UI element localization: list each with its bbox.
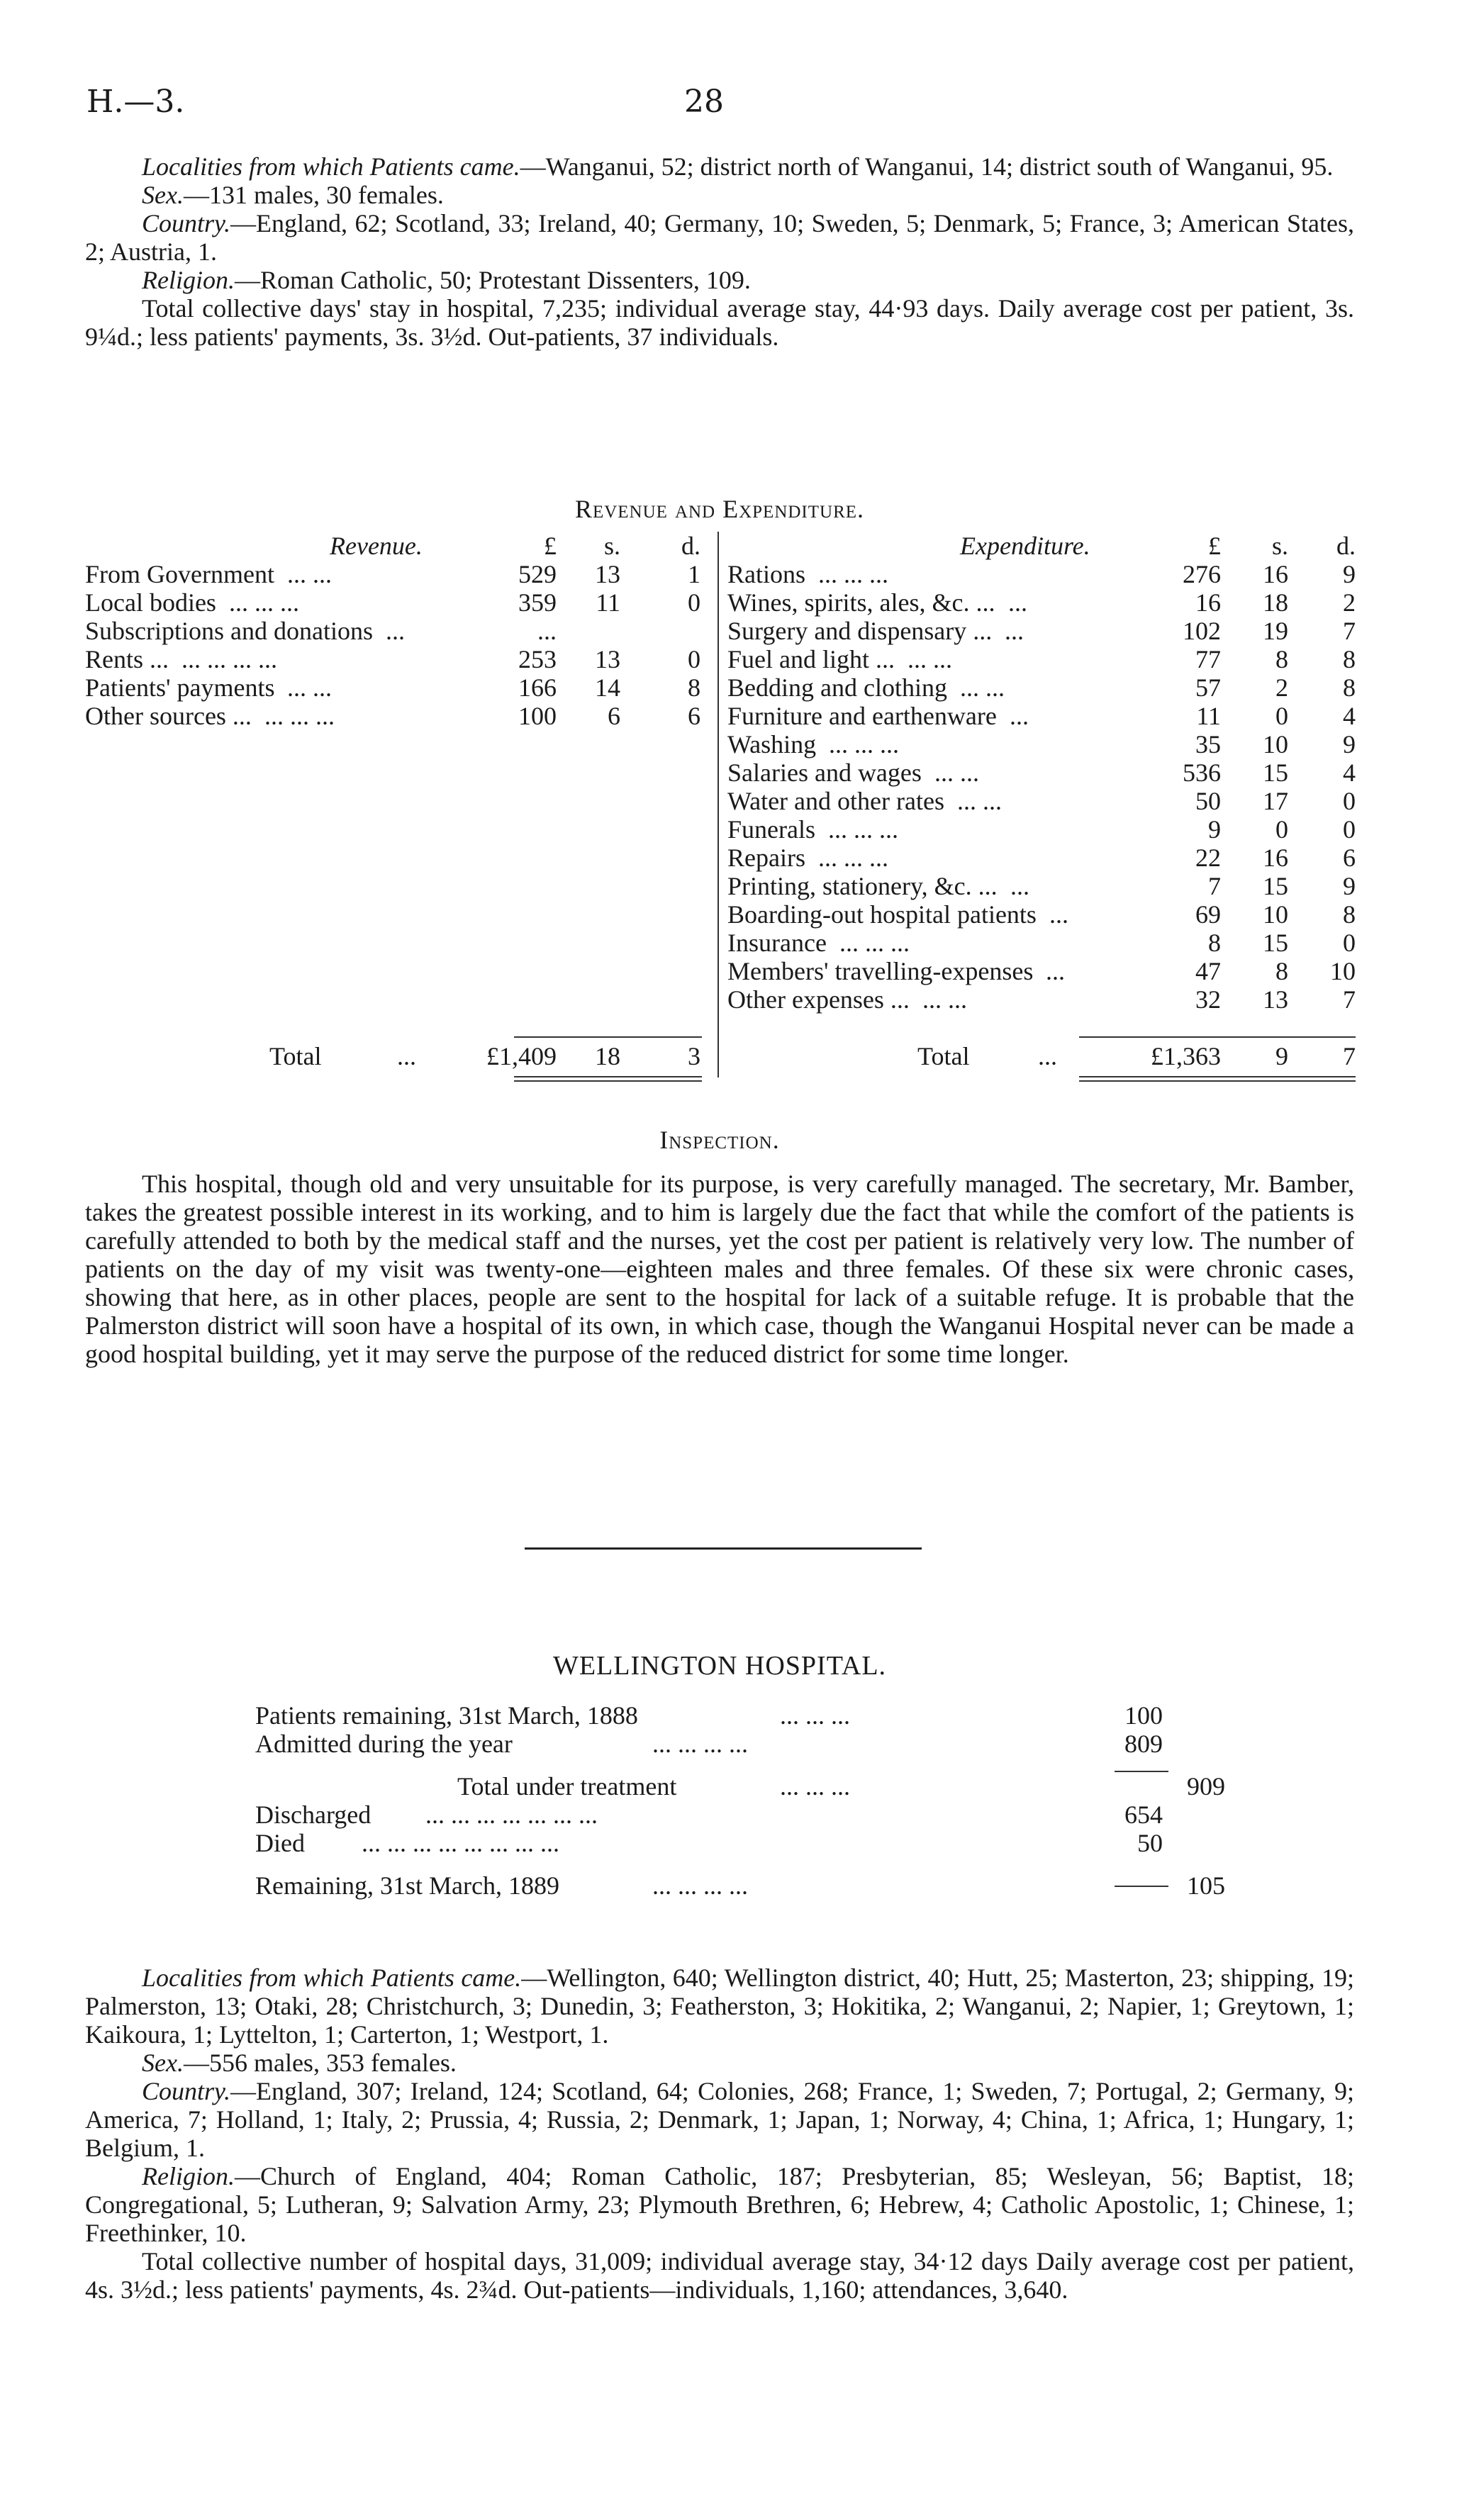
revenue-total-pence: 3	[688, 1042, 700, 1070]
expenditure-total-dots: ...	[1038, 1042, 1057, 1070]
item-pence: 10	[1330, 957, 1356, 985]
religion-text: —Roman Catholic, 50; Protestant Dissenters, 109.	[234, 266, 751, 294]
item-pounds: 47	[1195, 957, 1221, 985]
wh-sex-label: Sex.	[142, 2049, 184, 2077]
item-shillings: 13	[595, 645, 620, 673]
item-shillings: 16	[1263, 844, 1288, 872]
item-pounds: 69	[1195, 900, 1221, 929]
inspection-title: Inspection.	[659, 1126, 780, 1154]
revenue-row	[85, 702, 702, 730]
expenditure-row	[719, 730, 1356, 758]
summary-label: Total under treatment	[457, 1772, 677, 1801]
revenue-total-shillings: 18	[595, 1042, 620, 1070]
item-pence: 2	[1343, 588, 1356, 617]
item-dots: ...	[386, 617, 405, 645]
wh-country-text: —England, 307; Ireland, 124; Scotland, 64; Colonies, 268; France, 1; Sweden, 7; Portugal, 2; Germany, 9; America, 7; Holland, 1; Italy, 2; Prussia, 4; Russia, 2; Denmark, 1; Japan, 1; Norway, 4; China, 1; Africa, 1; Hungary, 1; Belgium, 1.	[85, 2077, 1354, 2162]
item-shillings: 13	[595, 560, 620, 588]
summary-value: 809	[1124, 1730, 1163, 1758]
exp-col-pence-header: d.	[1336, 532, 1356, 560]
item-pounds: 77	[1195, 645, 1221, 673]
expenditure-row	[719, 758, 1356, 787]
revenue-header-row	[85, 532, 702, 560]
revenue-total-label: Total	[269, 1042, 322, 1070]
item-pounds: 9	[1208, 815, 1221, 844]
exp-col-pounds-header: £	[1208, 532, 1221, 560]
summary-row	[255, 1730, 1248, 1758]
summary-dots: ... ... ... ... ... ... ...	[425, 1801, 598, 1829]
item-shillings: 10	[1263, 730, 1288, 758]
item-pence: 0	[1343, 929, 1356, 957]
item-dots: ... ...	[287, 673, 332, 702]
revenue-total-dots: ...	[397, 1042, 416, 1070]
wh-sex-text: —556 males, 353 females.	[183, 2049, 457, 2077]
religion-paragraph	[85, 266, 1354, 294]
wh-religion-paragraph	[85, 2162, 1354, 2247]
item-shillings: 15	[1263, 758, 1288, 787]
summary-label: Discharged	[255, 1801, 372, 1829]
summary-row	[255, 1871, 1248, 1900]
col-pounds-header: £	[544, 532, 557, 560]
item-label: Water and other rates	[727, 787, 944, 815]
item-pence: 4	[1343, 702, 1356, 730]
expenditure-row	[719, 985, 1356, 1014]
item-shillings: 8	[1275, 645, 1288, 673]
item-pence: 0	[1343, 815, 1356, 844]
item-label: Patients' payments	[85, 673, 275, 702]
summary-label: Died	[255, 1829, 305, 1857]
expenditure-total-label: Total	[917, 1042, 970, 1070]
page-number: 28	[684, 84, 724, 120]
localities-text: —Wanganui, 52; district north of Wanganui, 14; district south of Wanganui, 95.	[520, 152, 1334, 181]
sex-text: —131 males, 30 females.	[183, 181, 444, 209]
item-pence: 7	[1343, 985, 1356, 1014]
item-pence: 8	[1343, 900, 1356, 929]
wh-sex-paragraph	[85, 2049, 1354, 2077]
revenue-row	[85, 645, 702, 673]
exp-col-shillings-header: s.	[1271, 532, 1288, 560]
item-pounds: 7	[1208, 872, 1221, 900]
sex-label: Sex.	[142, 181, 184, 209]
item-pence: 9	[1343, 560, 1356, 588]
religion-label: Religion.	[142, 266, 235, 294]
item-shillings: 11	[596, 588, 620, 617]
item-pounds: 35	[1195, 730, 1221, 758]
item-label: Printing, stationery, &c. ...	[727, 872, 998, 900]
item-label: Surgery and dispensary ...	[727, 617, 993, 645]
item-pounds: 50	[1195, 787, 1221, 815]
summary-dots: ... ... ...	[780, 1701, 850, 1730]
summary-label: Remaining, 31st March, 1889	[255, 1871, 559, 1900]
revenue-total-rule	[514, 1036, 702, 1038]
item-dots: ... ... ...	[264, 702, 335, 730]
col-pence-header: d.	[681, 532, 700, 560]
item-pounds: 100	[518, 702, 557, 730]
summary-value: 100	[1124, 1701, 1163, 1730]
expenditure-row	[719, 872, 1356, 900]
revenue-total-pounds: £1,409	[486, 1042, 557, 1070]
expenditure-row	[719, 560, 1356, 588]
expenditure-total-shillings: 9	[1275, 1042, 1288, 1070]
item-label: Furniture and earthenware	[727, 702, 997, 730]
item-dots: ... ...	[287, 560, 332, 588]
item-pence: 6	[1343, 844, 1356, 872]
localities-label: Localities from which Patients came.	[142, 152, 520, 181]
item-pence: 6	[688, 702, 700, 730]
summary-row	[255, 1701, 1248, 1730]
item-dots: ... ... ...	[839, 929, 910, 957]
item-shillings: 8	[1275, 957, 1288, 985]
item-shillings: 19	[1263, 617, 1288, 645]
summary-row	[255, 1801, 1248, 1829]
country-paragraph	[85, 209, 1354, 266]
expenditure-total-row	[719, 1042, 1356, 1070]
expenditure-total-rule	[1079, 1036, 1356, 1038]
item-dots: ... ... ...	[229, 588, 299, 617]
localities-paragraph	[85, 152, 1354, 181]
expenditure-row	[719, 588, 1356, 617]
country-text: —England, 62; Scotland, 33; Ireland, 40; Germany, 10; Sweden, 5; Denmark, 5; France, 3; American States, 2; Austria, 1.	[85, 209, 1354, 266]
item-pence: 0	[1343, 787, 1356, 815]
revenue-double-rule-2	[514, 1080, 702, 1082]
item-shillings: 2	[1275, 673, 1288, 702]
item-shillings: 10	[1263, 900, 1288, 929]
item-label: Funerals	[727, 815, 815, 844]
revenue-row	[85, 560, 702, 588]
revenue-row	[85, 673, 702, 702]
wellington-hospital-title: WELLINGTON HOSPITAL.	[552, 1651, 887, 1681]
revenue-heading: Revenue.	[330, 532, 423, 560]
item-shillings: 0	[1275, 815, 1288, 844]
item-pounds: 57	[1195, 673, 1221, 702]
item-dots: ...	[1010, 702, 1029, 730]
item-shillings: 0	[1275, 702, 1288, 730]
item-dots: ...	[1049, 900, 1068, 929]
expenditure-row	[719, 844, 1356, 872]
revenue-total-row	[85, 1042, 702, 1070]
item-pounds: 276	[1183, 560, 1221, 588]
item-label: Insurance	[727, 929, 827, 957]
wellington-stats	[85, 1964, 1354, 2304]
expenditure-total-pounds: £1,363	[1151, 1042, 1221, 1070]
revenue-double-rule-1	[514, 1076, 702, 1077]
item-pounds: 253	[518, 645, 557, 673]
summary-dots: ... ... ... ...	[652, 1871, 748, 1900]
item-dots: ... ... ... ...	[182, 645, 277, 673]
item-label: Other sources ...	[85, 702, 252, 730]
item-shillings: 18	[1263, 588, 1288, 617]
item-pence: 8	[1343, 673, 1356, 702]
wh-localities-label: Localities from which Patients came.	[142, 1964, 522, 1992]
item-pence: 8	[688, 673, 700, 702]
document-code: H.—3.	[86, 84, 185, 120]
wh-localities-paragraph	[85, 1964, 1354, 2049]
item-label: Rents ...	[85, 645, 169, 673]
revenue-column	[85, 532, 702, 1070]
item-pence: 0	[688, 645, 700, 673]
expenditure-row	[719, 900, 1356, 929]
item-label: Washing	[727, 730, 817, 758]
inspection-paragraph: This hospital, though old and very unsuitable for its purpose, is very carefully managed. The secretary, Mr. Bamber, takes the greatest possible interest in its working, and to him is largely due the fact that while the comfort of the patients is carefully attended to both by the medical staff and the nurses, yet the cost per patient is relatively very low. The number of patients on the day of my visit was twenty-one—eighteen males and three females. Of these six were chronic cases, showing that here, as in other places, people are sent to the hospital for lack of a suitable refuge. It is probable that the Palmerston district will soon have a hospital of its own, in which case, though the Wanganui Hospital never can be made a good hospital building, yet it may serve the purpose of the reduced district for some time longer.	[85, 1170, 1354, 1368]
item-pence: 9	[1343, 730, 1356, 758]
item-dots: ... ...	[957, 787, 1002, 815]
expenditure-row	[719, 673, 1356, 702]
item-pence: 0	[688, 588, 700, 617]
item-pounds: 11	[1196, 702, 1221, 730]
item-pounds: 16	[1195, 588, 1221, 617]
item-pounds: ...	[537, 617, 557, 645]
item-pence: 8	[1343, 645, 1356, 673]
summary-value: 50	[1137, 1829, 1163, 1857]
expenditure-column	[718, 532, 1356, 1077]
item-shillings: 14	[595, 673, 620, 702]
item-pounds: 359	[518, 588, 557, 617]
expenditure-total-pence: 7	[1343, 1042, 1356, 1070]
wellington-summary-table	[255, 1701, 1248, 1900]
summary-value: 654	[1124, 1801, 1163, 1829]
item-shillings: 15	[1263, 929, 1288, 957]
intro-section	[85, 152, 1354, 351]
item-pounds: 536	[1183, 758, 1221, 787]
expenditure-row	[719, 957, 1356, 985]
summary-label: Patients remaining, 31st March, 1888	[255, 1701, 638, 1730]
item-label: From Government	[85, 560, 274, 588]
item-dots: ...	[1010, 872, 1029, 900]
expenditure-row	[719, 815, 1356, 844]
wh-localities-text: —Wellington, 640; Wellington district, 40; Hutt, 25; Masterton, 23; shipping, 19; Palmerston, 13; Otaki, 28; Christchurch, 3; Dunedin, 3; Featherston, 3; Hokitika, 2; Wanganui, 2; Napier, 1; Greytown, 1; Kaikoura, 1; Lyttelton, 1; Carterton, 1; Westport, 1.	[85, 1964, 1354, 2049]
item-label: Repairs	[727, 844, 805, 872]
revenue-row	[85, 617, 702, 645]
item-pounds: 166	[518, 673, 557, 702]
item-pounds: 8	[1208, 929, 1221, 957]
summary-row	[255, 1772, 1248, 1801]
summary-label: Admitted during the year	[255, 1730, 513, 1758]
expenditure-row	[719, 702, 1356, 730]
summary-row	[255, 1829, 1248, 1857]
expenditure-row	[719, 645, 1356, 673]
wh-stay-paragraph: Total collective number of hospital days, 31,009; individual average stay, 34·12 days Daily average cost per patient, 4s. 3½d.; less patients' payments, 4s. 2¾d. Out-patients—individuals, 1,160; attendances, 3,640.	[85, 2247, 1354, 2304]
item-label: Subscriptions and donations	[85, 617, 373, 645]
expenditure-double-rule-1	[1079, 1076, 1356, 1077]
item-pence: 1	[688, 560, 700, 588]
item-pence: 7	[1343, 617, 1356, 645]
item-label: Boarding-out hospital patients	[727, 900, 1037, 929]
item-pounds: 32	[1195, 985, 1221, 1014]
summary-dots: ... ... ... ...	[652, 1730, 748, 1758]
item-dots: ... ... ...	[818, 560, 888, 588]
item-pounds: 529	[518, 560, 557, 588]
item-shillings: 16	[1263, 560, 1288, 588]
revenue-expenditure-title: Revenue and Expenditure.	[574, 495, 865, 523]
item-label: Bedding and clothing	[727, 673, 947, 702]
country-label: Country.	[142, 209, 231, 237]
item-label: Other expenses ...	[727, 985, 910, 1014]
sex-paragraph	[85, 181, 1354, 209]
item-dots: ...	[1008, 588, 1027, 617]
item-shillings: 6	[608, 702, 620, 730]
wh-religion-label: Religion.	[142, 2162, 235, 2190]
item-shillings: 17	[1263, 787, 1288, 815]
item-dots: ... ... ...	[818, 844, 888, 872]
summary-total-value: 909	[1187, 1772, 1225, 1801]
item-label: Rations	[727, 560, 806, 588]
summary-dots: ... ... ...	[780, 1772, 850, 1801]
item-pounds: 102	[1183, 617, 1221, 645]
item-dots: ...	[1005, 617, 1024, 645]
expenditure-row	[719, 787, 1356, 815]
col-shillings-header: s.	[603, 532, 620, 560]
wh-religion-text: —Church of England, 404; Roman Catholic, 187; Presbyterian, 85; Wesleyan, 56; Baptist, 18; Congregational, 5; Lutheran, 9; Salvation Army, 23; Plymouth Brethren, 6; Hebrew, 4; Catholic Apostolic, 1; Chinese, 1; Freethinker, 10.	[85, 2162, 1354, 2247]
section-separator	[525, 1547, 922, 1550]
item-pence: 4	[1343, 758, 1356, 787]
item-shillings: 15	[1263, 872, 1288, 900]
item-pence: 9	[1343, 872, 1356, 900]
item-shillings: 13	[1263, 985, 1288, 1014]
item-dots: ... ... ...	[829, 730, 899, 758]
item-dots: ... ...	[922, 985, 967, 1014]
revenue-row	[85, 588, 702, 617]
stay-paragraph: Total collective days' stay in hospital, 7,235; individual average stay, 44·93 days. Daily average cost per patient, 3s. 9¼d.; less patients' payments, 3s. 3½d. Out-patients, 37 individuals.	[85, 294, 1354, 351]
item-pounds: 22	[1195, 844, 1221, 872]
expenditure-row	[719, 929, 1356, 957]
wh-country-label: Country.	[142, 2077, 231, 2105]
item-dots: ... ...	[960, 673, 1005, 702]
item-label: Members' travelling-expenses	[727, 957, 1034, 985]
summary-dots: ... ... ... ... ... ... ... ...	[362, 1829, 559, 1857]
wh-country-paragraph	[85, 2077, 1354, 2162]
item-label: Fuel and light ...	[727, 645, 895, 673]
summary-total-value: 105	[1187, 1871, 1225, 1900]
item-dots: ... ...	[934, 758, 979, 787]
expenditure-double-rule-2	[1079, 1080, 1356, 1082]
expenditure-header-row	[719, 532, 1356, 560]
item-dots: ... ... ...	[828, 815, 898, 844]
item-dots: ...	[1046, 957, 1065, 985]
item-label: Wines, spirits, ales, &c. ...	[727, 588, 995, 617]
item-dots: ... ...	[908, 645, 952, 673]
expenditure-row	[719, 617, 1356, 645]
expenditure-heading: Expenditure.	[960, 532, 1090, 560]
item-label: Local bodies	[85, 588, 216, 617]
item-label: Salaries and wages	[727, 758, 922, 787]
